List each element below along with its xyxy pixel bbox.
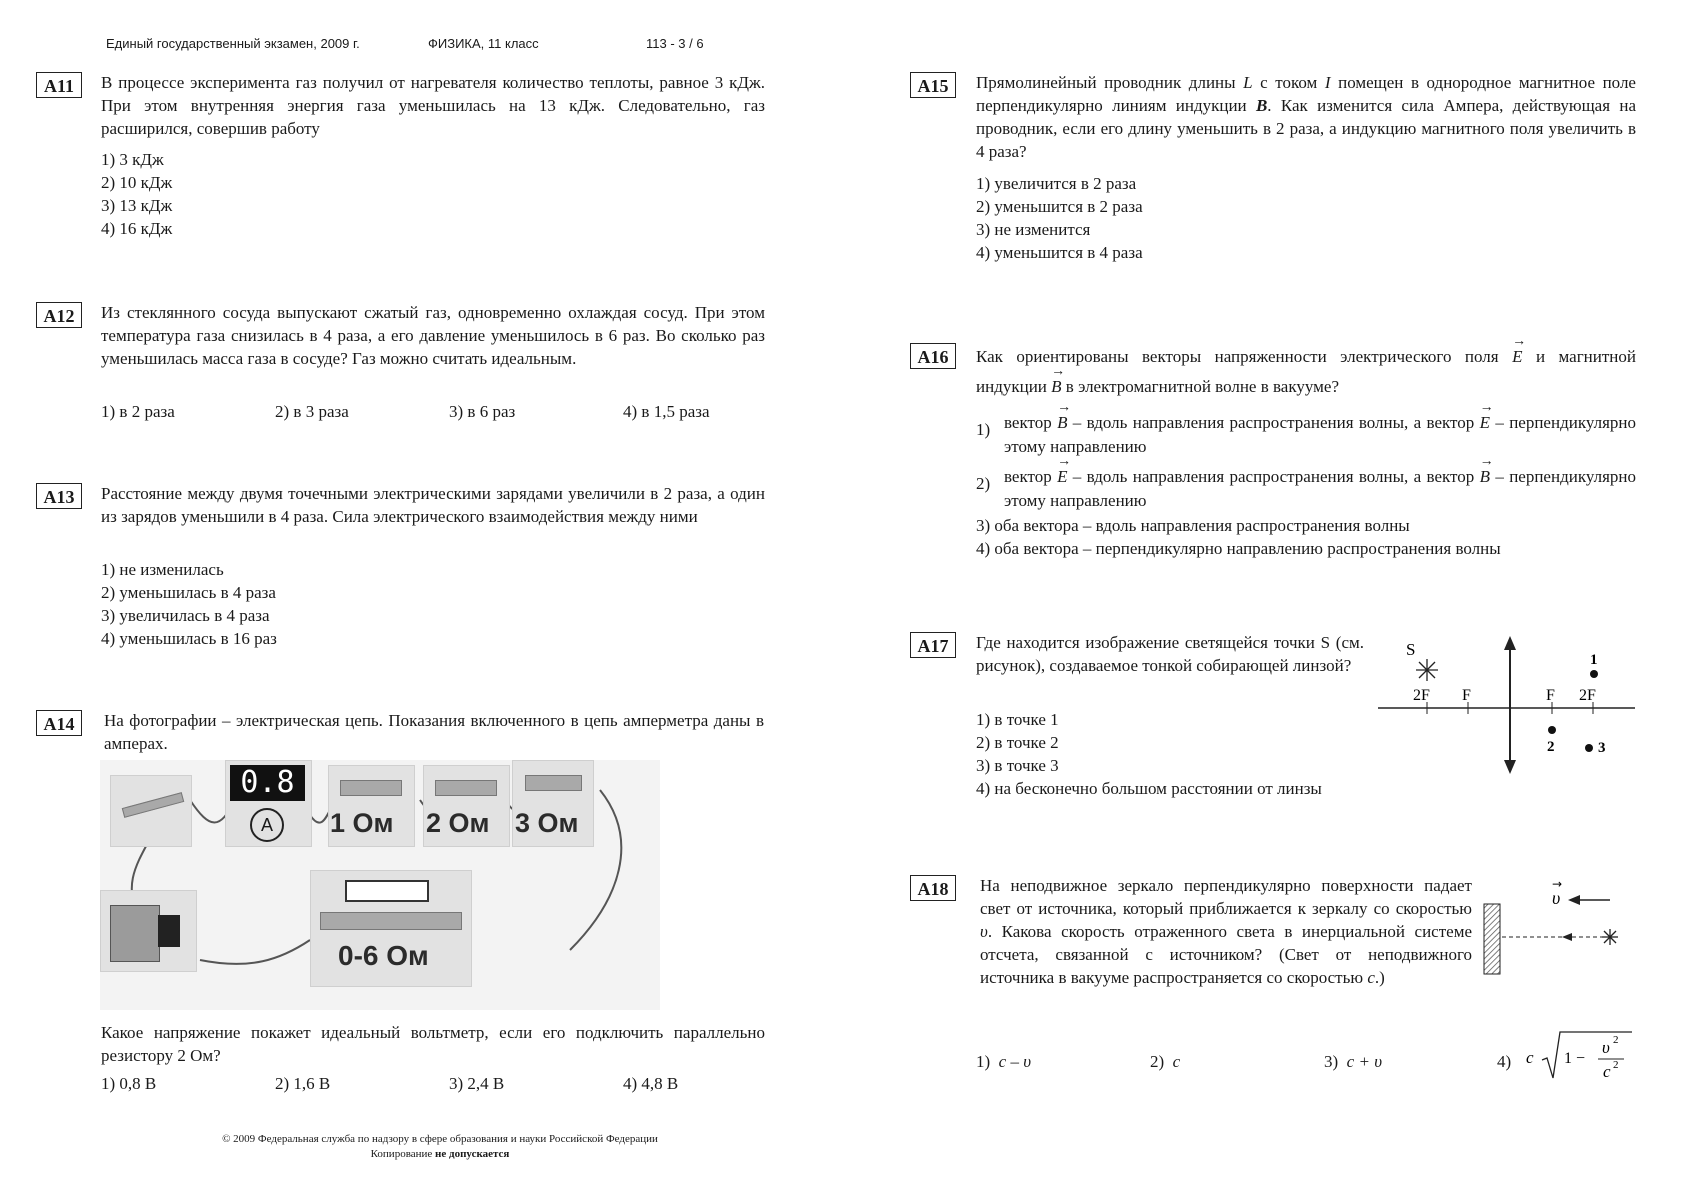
question-label-a13: A13 — [36, 483, 82, 509]
option-a18-1[interactable]: 1) c – υ — [976, 1052, 1032, 1071]
option-a17-2[interactable]: 2) в точке 2 — [976, 733, 1059, 752]
option-a11-1[interactable]: 1) 3 кДж — [101, 150, 164, 169]
question-label-a16: A16 — [910, 343, 956, 369]
question-text-a18: На неподвижное зеркало перпендикулярно поверхности падает свет от источника, который приближается к зеркалу со скоростью υ. Какова скорость отраженного света в инерциальной системе отсчета, связанной с источником? (Свет от неподвижного источника в вакууме распространяется со скоростью c.) — [980, 876, 1472, 987]
rheostat-top — [345, 880, 429, 902]
svg-text:2: 2 — [1613, 1059, 1619, 1071]
source-star-icon — [1416, 659, 1438, 681]
subject-title: ФИЗИКА, 11 класс — [428, 36, 539, 51]
question-text-a16: Как ориентированы векторы напряженности электрического поля → E и магнитной индукции → B в электромагнитной волне в вакууме? — [976, 342, 1636, 402]
point-2 — [1548, 726, 1556, 734]
battery — [110, 905, 160, 962]
question-text-a14: На фотографии – электрическая цепь. Показания включенного в цепь амперметра даны в амперах. — [104, 711, 764, 753]
label-point-2: 2 — [1547, 739, 1555, 755]
mirror-diagram — [1480, 872, 1630, 982]
svg-text:1 −: 1 − — [1564, 1050, 1586, 1067]
resistor-2 — [435, 780, 497, 796]
option-a18-4-formula[interactable] — [1522, 1026, 1632, 1090]
light-source-icon — [1602, 929, 1618, 945]
option-a15-2[interactable]: 2) уменьшится в 2 раза — [976, 197, 1143, 216]
question-label-a12: A12 — [36, 302, 82, 328]
question-text-a11: В процессе эксперимента газ получил от нагревателя количество теплоты, равное 3 кДж. При этом внутренняя энергия газа уменьшилась на 13 кДж. Следовательно, газ расширился, совершив работу — [101, 73, 765, 138]
option-a18-3[interactable]: 3) c + υ — [1324, 1052, 1382, 1071]
label-point-1: 1 — [1590, 652, 1598, 668]
label-f-left: F — [1462, 687, 1471, 704]
option-a12-1[interactable]: 1) в 2 раза — [101, 402, 175, 421]
question-label-a17: A17 — [910, 632, 956, 658]
battery-clip — [158, 915, 180, 947]
svg-text:2: 2 — [1613, 1034, 1619, 1046]
options-a11 — [101, 148, 172, 240]
svg-text:c: c — [1603, 1062, 1611, 1081]
option-a16-3[interactable]: 3) оба вектора – вдоль направления распространения волны — [976, 516, 1410, 535]
option-a11-3[interactable]: 3) 13 кДж — [101, 196, 173, 215]
exam-title: Единый государственный экзамен, 2009 г. — [106, 36, 360, 51]
option-a15-4[interactable]: 4) уменьшится в 4 раза — [976, 243, 1143, 262]
option-a13-3[interactable]: 3) увеличилась в 4 раза — [101, 606, 270, 625]
ammeter-symbol: A — [250, 808, 284, 842]
resistor-1 — [340, 780, 402, 796]
option-a13-4[interactable]: 4) уменьшилась в 16 раз — [101, 629, 277, 648]
svg-text:→: → — [1552, 877, 1563, 891]
option-a14-4[interactable]: 4) 4,8 В — [623, 1074, 679, 1093]
resistor-2-label: 2 Ом — [426, 808, 490, 838]
point-3 — [1585, 744, 1593, 752]
label-2f-left: 2F — [1413, 687, 1430, 704]
label-point-3: 3 — [1598, 740, 1606, 756]
option-a15-3[interactable]: 3) не изменится — [976, 220, 1091, 239]
option-a12-4[interactable]: 4) в 1,5 раза — [623, 402, 710, 421]
option-a11-4[interactable]: 4) 16 кДж — [101, 219, 173, 238]
svg-text:υ: υ — [1602, 1038, 1610, 1057]
svg-text:c: c — [1526, 1048, 1534, 1067]
question-text-a17: Где находится изображение светящейся точки S (см. рисунок), создаваемое тонкой собирающей линзой? — [976, 633, 1364, 675]
options-a13 — [101, 558, 277, 650]
option-a16-2[interactable]: вектор → E – вдоль направления распространения волны, а вектор → B – перпендикулярно этому направлению — [1004, 465, 1636, 513]
resistor-3-label: 3 Ом — [515, 808, 579, 838]
question-text-a12: Из стеклянного сосуда выпускают сжатый газ, одновременно охлаждая сосуд. При этом температура газа снизилась в 4 раза, а его давление уменьшилось в 6 раз. Во сколько раз уменьшилась масса газа в сосуде? Газ можно считать идеальным. — [101, 303, 765, 368]
option-a13-1[interactable]: 1) не изменилась — [101, 560, 224, 579]
option-a15-1[interactable]: 1) увеличится в 2 раза — [976, 174, 1137, 193]
lens-diagram — [1370, 630, 1640, 780]
option-a17-3[interactable]: 3) в точке 3 — [976, 756, 1059, 775]
question-text-a13: Расстояние между двумя точечными электрическими зарядами увеличили в 2 раза, а один из зарядов уменьшили в 4 раза. Сила электрического взаимодействия между ними — [101, 484, 765, 526]
option-a14-3[interactable]: 3) 2,4 В — [449, 1074, 505, 1093]
option-a13-2[interactable]: 2) уменьшилась в 4 раза — [101, 583, 276, 602]
label-2f-right: 2F — [1579, 687, 1596, 704]
question-label-a11: A11 — [36, 72, 82, 98]
option-a11-2[interactable]: 2) 10 кДж — [101, 173, 173, 192]
question-label-a18: A18 — [910, 875, 956, 901]
rheostat-coil — [320, 912, 462, 930]
option-a14-2[interactable]: 2) 1,6 В — [275, 1074, 331, 1093]
option-a12-2[interactable]: 2) в 3 раза — [275, 402, 349, 421]
rheostat-label: 0-6 Ом — [338, 940, 429, 971]
label-s: S — [1406, 640, 1416, 659]
option-a16-2-num[interactable]: 2) — [976, 474, 991, 493]
option-a18-2[interactable]: 2) c — [1150, 1052, 1181, 1071]
ammeter-display: 0.8 — [230, 765, 305, 801]
option-a16-4[interactable]: 4) оба вектора – перпендикулярно направлению распространения волны — [976, 539, 1501, 558]
options-a16-rest — [976, 514, 1501, 560]
resistor-3 — [525, 775, 582, 791]
option-a16-1[interactable]: вектор → B – вдоль направления распространения волны, а вектор → E – перпендикулярно этому направлению — [1004, 411, 1636, 459]
option-a14-1[interactable]: 1) 0,8 В — [101, 1074, 157, 1093]
option-a17-4[interactable]: 4) на бесконечно большом расстоянии от линзы — [976, 779, 1322, 798]
resistor-1-label: 1 Ом — [330, 808, 394, 838]
question-label-a15: A15 — [910, 72, 956, 98]
page-code: 113 - 3 / 6 — [646, 36, 704, 51]
option-a17-1[interactable]: 1) в точке 1 — [976, 710, 1059, 729]
options-a15 — [976, 172, 1143, 264]
point-1 — [1590, 670, 1598, 678]
footer-copying: Копирование не допускается — [370, 1148, 510, 1160]
question-text-a14-2: Какое напряжение покажет идеальный вольтметр, если его подключить параллельно резистору 2 Ом? — [101, 1023, 765, 1065]
option-a16-1-num[interactable]: 1) — [976, 420, 991, 439]
velocity-label: υ — [1552, 888, 1561, 908]
circuit-photo — [100, 760, 660, 1010]
footer-copyright: © 2009 Федеральная служба по надзору в сфере образования и науки Российской Федерации — [222, 1133, 658, 1145]
options-a17 — [976, 708, 1322, 800]
option-a18-4[interactable]: 4) — [1497, 1052, 1512, 1071]
question-text-a15: Прямолинейный проводник длины L с током I помещен в однородное магнитное поле перпендикулярно линиям индукции B. Как изменится сила Ампера, действующая на проводник, если его длину уменьшить в 2 раза, а индукцию магнитного поля увеличить в 4 раза? — [976, 73, 1636, 161]
label-f-right: F — [1546, 687, 1555, 704]
option-a12-3[interactable]: 3) в 6 раз — [449, 402, 516, 421]
question-label-a14: A14 — [36, 710, 82, 736]
